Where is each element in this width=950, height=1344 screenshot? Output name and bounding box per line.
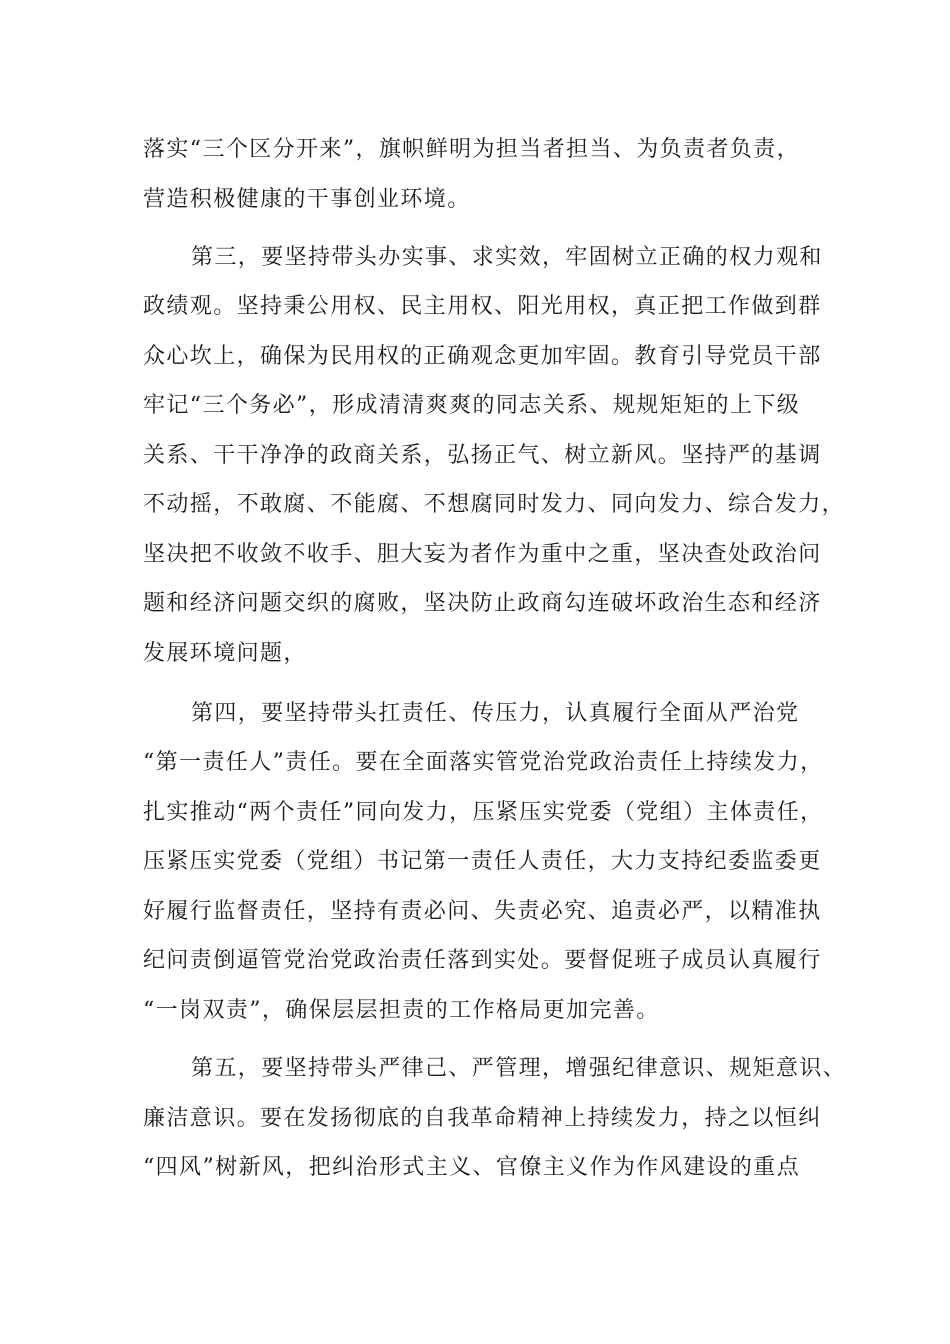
text-line: “一岗双责”，确保层层担责的工作格局更加完善。 [143,998,660,1023]
paragraph-start-line: 第三，要坚持带头办实事、求实效，牢固树立正确的权力观和 [191,245,823,270]
text-line: 众心坎上，确保为民用权的正确观念更加牢固。教育引导党员干部 [143,344,822,369]
text-line: “四风”树新风，把纠治形式主义、官僚主义作为作风建设的重点 [143,1155,801,1180]
text-line: 营造积极健康的干事创业环境。 [143,187,471,212]
text-line: 坚决把不收敛不收手、胆大妄为者作为重中之重，坚决查处政治问 [143,542,822,567]
text-line: 题和经济问题交织的腐败，坚决防止政商勾连破坏政治生态和经济 [143,591,822,616]
text-line: “第一责任人”责任。要在全面落实管党治党政治责任上持续发力， [143,750,824,775]
text-line: 纪问责倒逼管党治党政治责任落到实处。要督促班子成员认真履行 [143,948,822,973]
text-line: 政绩观。坚持秉公用权、民主用权、阳光用权，真正把工作做到群 [143,294,822,319]
text-line: 好履行监督责任，坚持有责必问、失责必究、追责必严，以精准执 [143,899,822,924]
text-line: 不动摇，不敢腐、不能腐、不想腐同时发力、同向发力、综合发力， [143,492,846,517]
text-line: 扎实推动“两个责任”同向发力，压紧压实党委（党组）主体责任， [143,800,824,825]
text-line: 压紧压实党委（党组）书记第一责任人责任，大力支持纪委监委更 [143,849,822,874]
text-line: 落实“三个区分开来”，旗帜鲜明为担当者担当、为负责者负责， [143,137,801,162]
text-line: 牢记“三个务必”，形成清清爽爽的同志关系、规规矩矩的上下级 [143,393,801,418]
text-line: 关系、干干净净的政商关系，弘扬正气、树立新风。坚持严的基调 [143,443,822,468]
text-line: 发展环境问题， [143,641,307,666]
paragraph-start-line: 第四，要坚持带头扛责任、传压力，认真履行全面从严治党 [191,701,800,726]
paragraph-start-line: 第五，要坚持带头严律己、严管理，增强纪律意识、规矩意识、 [191,1056,847,1081]
text-line: 廉洁意识。要在发扬彻底的自我革命精神上持续发力，持之以恒纠 [143,1106,822,1131]
